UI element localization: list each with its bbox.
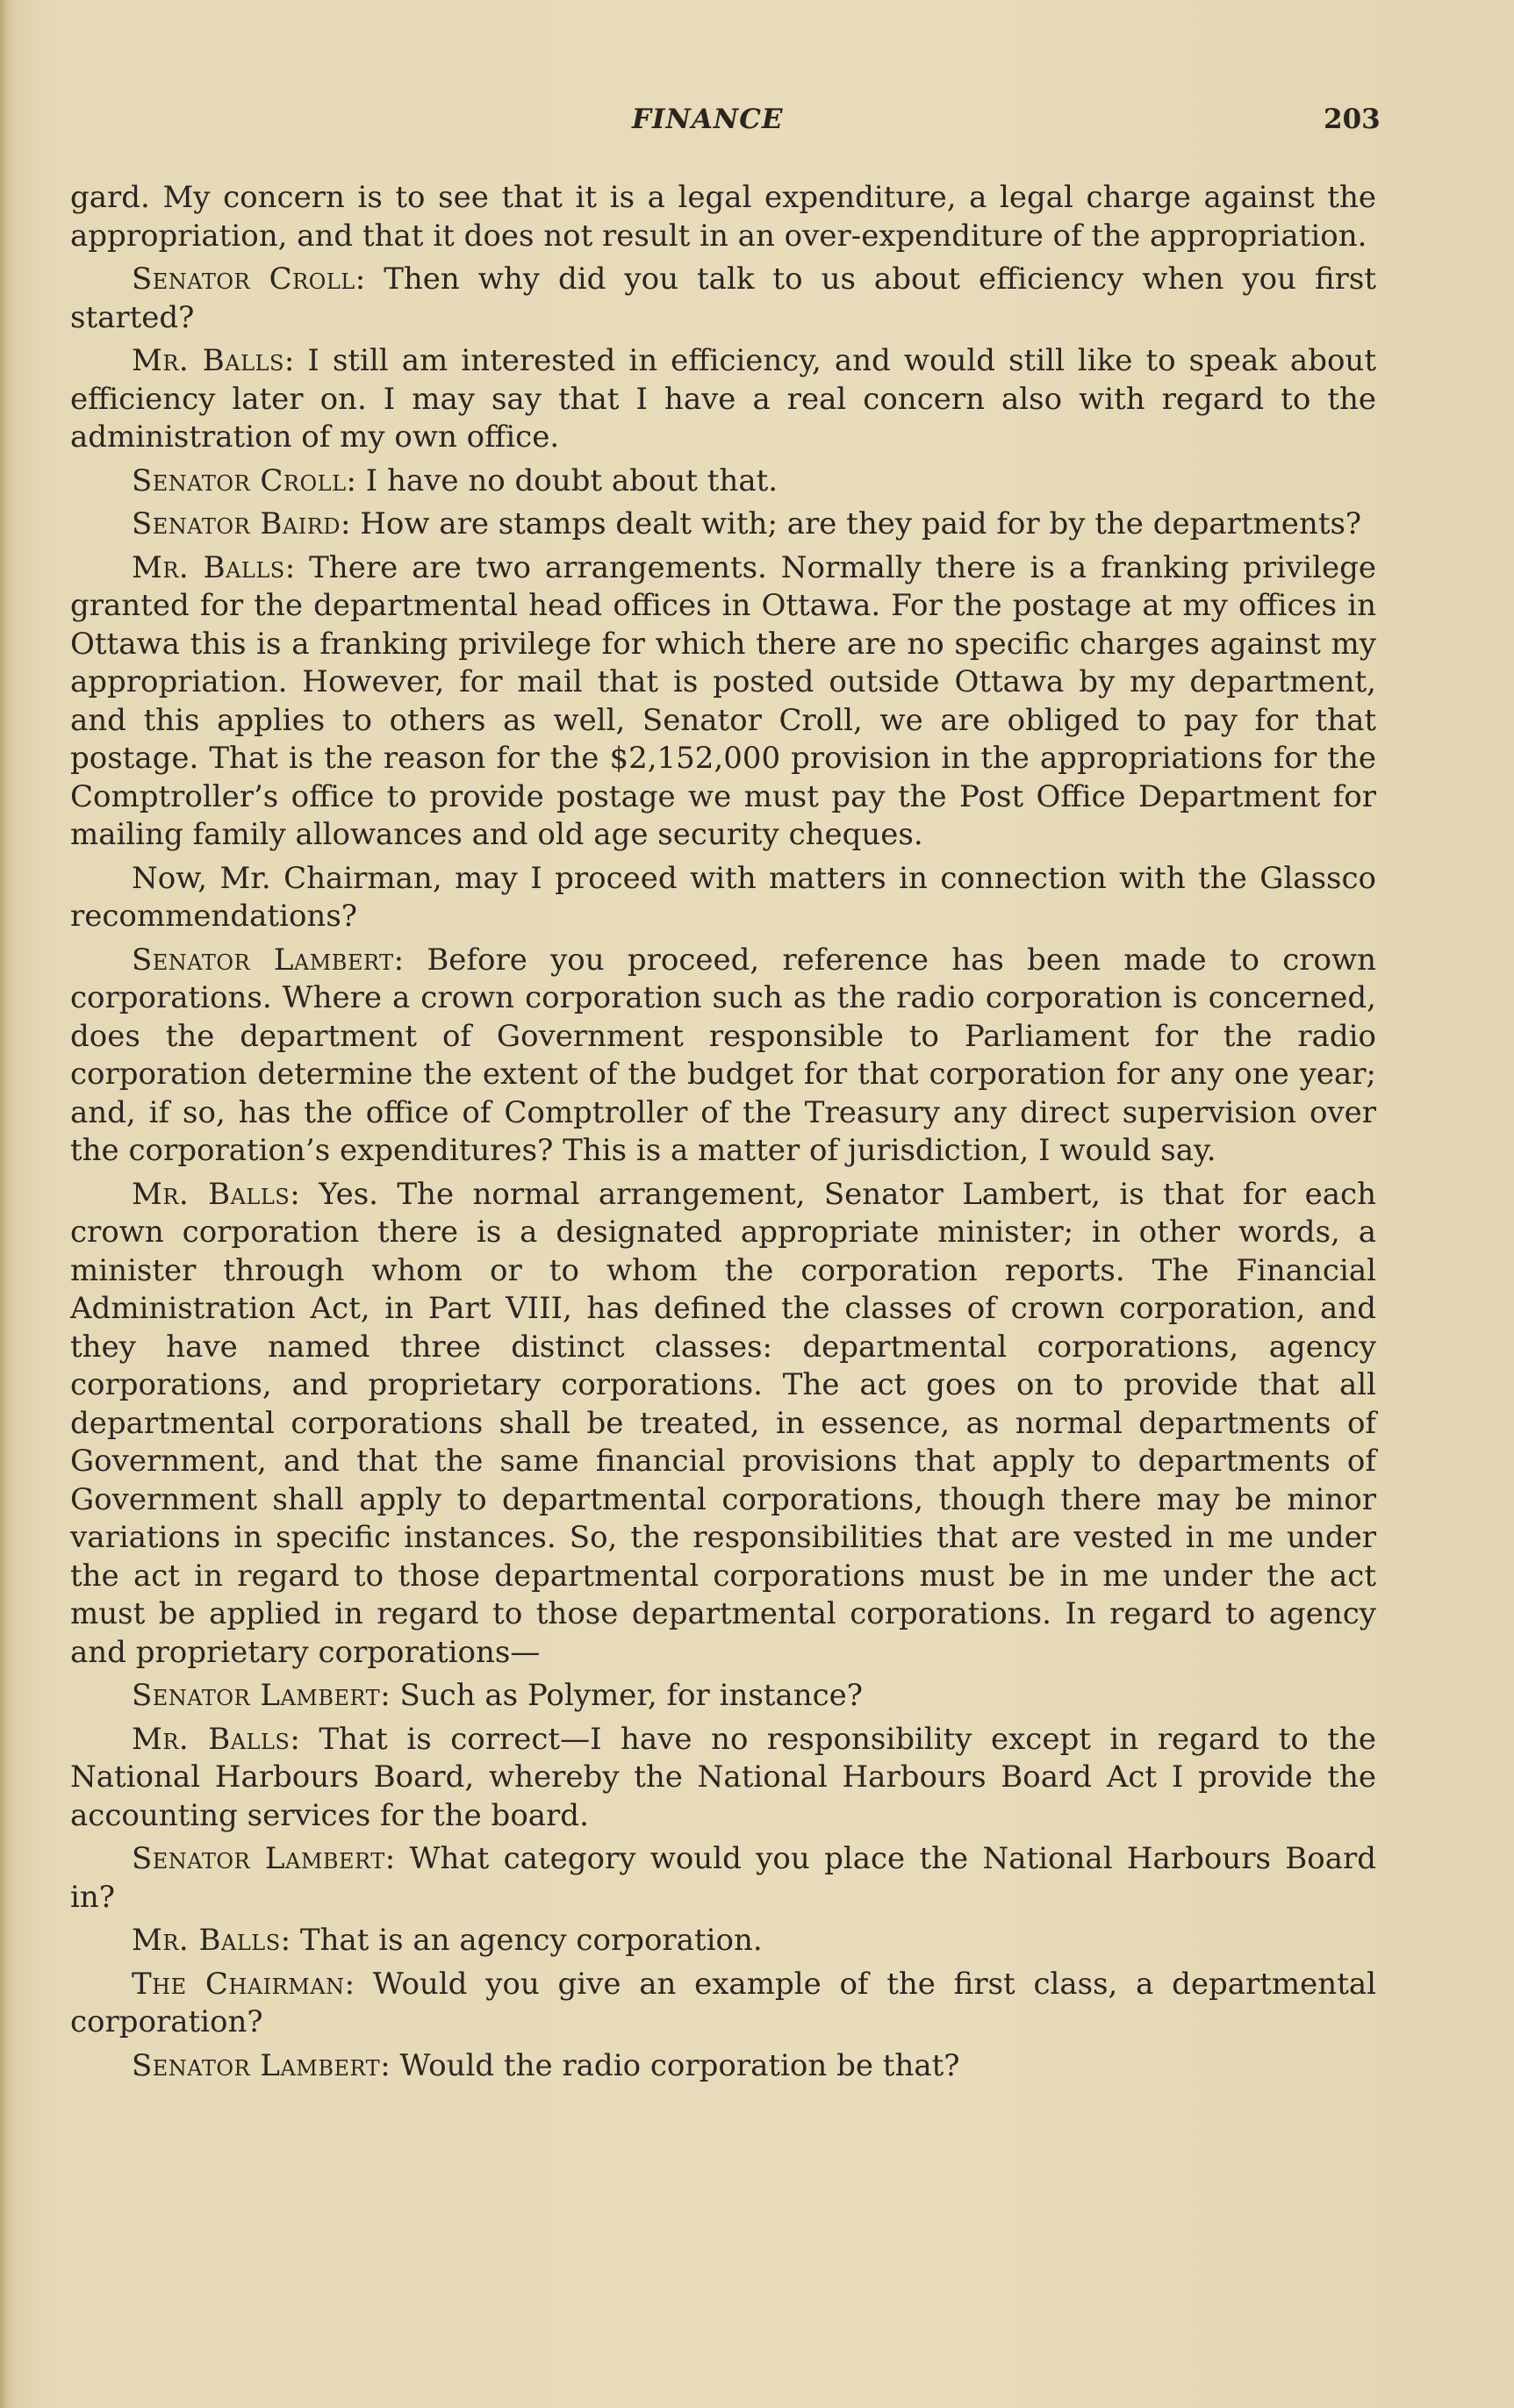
paragraph	[70, 1677, 1376, 1716]
paragraph	[70, 1840, 1376, 1917]
speaker-name: Mr. Balls	[132, 1176, 291, 1212]
speaker-name: Senator Croll	[132, 262, 355, 297]
speaker-name: Mr. Balls	[132, 1923, 281, 1958]
paragraph-text: : Would the radio corporation be that?	[380, 2047, 960, 2083]
paragraph-text: : Then why did you talk to us about efficiency when you first started?	[70, 262, 1376, 335]
running-title: FINANCE	[632, 104, 784, 135]
paragraph	[70, 342, 1376, 457]
speaker-name: Mr. Balls	[132, 343, 284, 378]
speaker-name: Senator Lambert	[132, 1678, 381, 1713]
paragraph	[70, 505, 1376, 544]
paragraph-text: : I still am interested in efficiency, and would still like to speak about efficiency later on. I may say that I have a real concern also with regard to the administration of my own office.	[70, 343, 1376, 455]
speaker-name: Mr. Balls	[132, 1721, 291, 1757]
paragraph-text: : How are stamps dealt with; are they paid for by the departments?	[341, 506, 1362, 541]
speaker-name: Senator Baird	[132, 506, 341, 541]
page-header	[0, 104, 1514, 147]
paragraph-text: : Would you give an example of the first class, a departmental corporation?	[70, 1966, 1376, 2039]
paragraph	[70, 261, 1376, 337]
speaker-name: Senator Lambert	[132, 1841, 385, 1876]
paragraph	[70, 2047, 1376, 2086]
speaker-name: Senator Lambert	[132, 942, 394, 978]
paragraph	[70, 860, 1376, 936]
paragraph-text: : I have no doubt about that.	[346, 462, 779, 498]
paragraph	[70, 462, 1376, 501]
page-spine-shadow	[0, 0, 9, 2408]
speaker-name: Senator Lambert	[132, 2047, 381, 2083]
page-body	[70, 179, 1376, 2090]
paragraph-text: : Such as Polymer, for instance?	[380, 1678, 864, 1713]
speaker-name: The Chairman	[132, 1966, 345, 2002]
paragraph-text: Now, Mr. Chairman, may I proceed with matters in connection with the Glassco recommendations?	[70, 860, 1376, 934]
paragraph	[70, 1922, 1376, 1960]
paragraph-text: : There are two arrangements. Normally there is a franking privilege granted for the departmental head offices in Ottawa. For the postage at my offices in Ottawa this is a franking privilege for which there are no specific charges against my appropriation. However, for mail that is posted outside Ottawa by my department, and this applies to others as well, Senator Croll, we are obliged to pay for that postage. That is the reason for the $2,152,000 provision in the appropriations for the Comptroller’s office to provide postage we must pay the Post Office Department for mailing family allowances and old age security cheques.	[70, 549, 1376, 852]
paragraph	[70, 549, 1376, 855]
paragraph-text: : What category would you place the National Harbours Board in?	[70, 1841, 1376, 1915]
paragraph	[70, 1966, 1376, 2042]
paragraph	[70, 942, 1376, 1171]
paragraph-text: : That is correct—I have no responsibility except in regard to the National Harbours Board, whereby the National Harbours Board Act I provide the accounting services for the board.	[70, 1721, 1376, 1833]
paragraph-text: : Yes. The normal arrangement, Senator Lambert, is that for each crown corporation there is a designated appropriate minister; in other words, a minister through whom or to whom the corporation reports. The Financial Administration Act, in Part VIII, has defined the classes of crown corporation, and they have named three distinct classes: departmental corporations, agency corporations, and proprietary corporations. The act goes on to provide that all departmental corporations shall be treated, in essence, as normal departments of Government, and that the same financial provisions that apply to departments of Government shall apply to departmental corporations, though there may be minor variations in specific instances. So, the responsibilities that are vested in me under the act in regard to those departmental corporations must be in me under the act must be applied in regard to those departmental corporations. In regard to agency and proprietary corporations—	[70, 1176, 1376, 1670]
paragraph	[70, 1721, 1376, 1836]
page-number: 203	[1324, 104, 1381, 135]
paragraph-text: : Before you proceed, reference has been made to crown corporations. Where a crown corporation such as the radio corporation is concerned, does the department of Government responsible to Parliament for the radio corporation determine the extent of the budget for that corporation for any one year; and, if so, has the office of Comptroller of the Treasury any direct supervision over the corporation’s expenditures? This is a matter of jurisdiction, I would say.	[70, 942, 1376, 1168]
paragraph-continuation	[70, 179, 1376, 255]
speaker-name: Senator Croll	[132, 462, 347, 498]
paragraph	[70, 1176, 1376, 1673]
paragraph-text: gard. My concern is to see that it is a legal expenditure, a legal charge against the appropriation, and that it does not result in an over-expenditure of the appropriation.	[70, 180, 1376, 254]
paragraph-text: : That is an agency corporation.	[280, 1923, 763, 1958]
speaker-name: Mr. Balls	[132, 549, 285, 585]
